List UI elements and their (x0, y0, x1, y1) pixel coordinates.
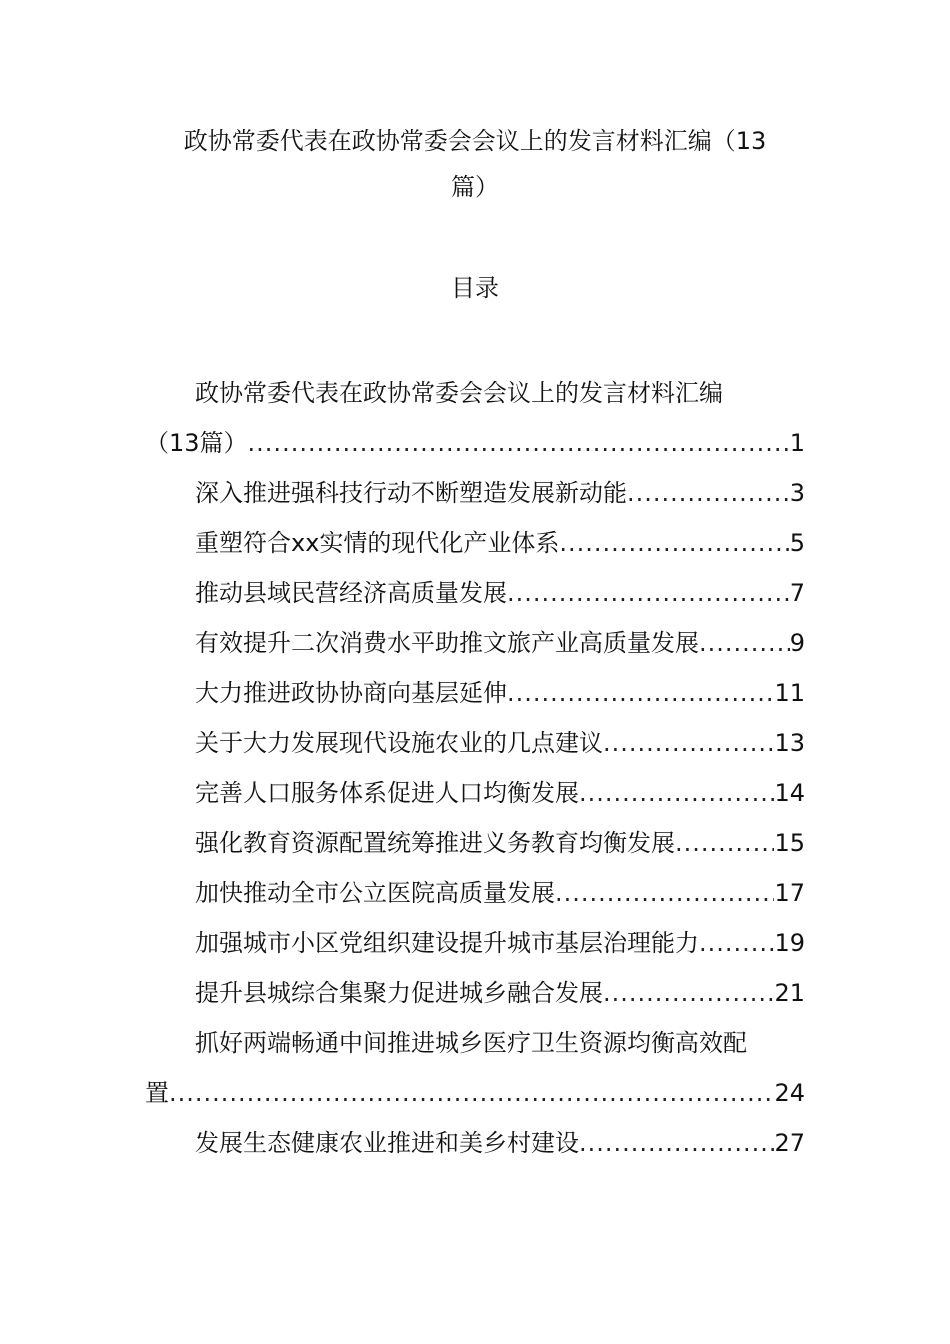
toc-entry-line (145, 568, 805, 618)
dot-leader (507, 668, 774, 718)
toc-page-number: 19 (774, 929, 805, 957)
toc-entry-line (145, 1018, 805, 1068)
dot-leader (579, 1118, 774, 1168)
dot-leader (248, 418, 790, 468)
toc-page-number: 9 (789, 629, 805, 657)
toc-entry-line (145, 718, 805, 768)
dot-leader (699, 618, 790, 668)
toc-entry-line (145, 918, 805, 968)
toc-entry-line (145, 968, 805, 1018)
dot-leader (579, 768, 774, 818)
toc-page-number: 15 (774, 829, 805, 857)
toc-entry-7[interactable] (145, 718, 805, 768)
toc-page-number: 13 (774, 729, 805, 757)
dot-leader (627, 468, 790, 518)
toc-entry-title-continued: （13篇） (145, 429, 248, 457)
toc-entry-8[interactable] (145, 768, 805, 818)
toc-entry-line (145, 468, 805, 518)
document-title (150, 118, 800, 210)
toc-page-number: 17 (774, 879, 805, 907)
toc-entry-11[interactable] (145, 918, 805, 968)
toc-entry-line (145, 1068, 805, 1118)
toc-entry-10[interactable] (145, 868, 805, 918)
toc-entry-2[interactable] (145, 468, 805, 518)
toc-entry-4[interactable] (145, 568, 805, 618)
toc-entry-line (145, 868, 805, 918)
toc-entry-12[interactable] (145, 968, 805, 1018)
toc-entry-6[interactable] (145, 668, 805, 718)
toc-entry-line (145, 768, 805, 818)
toc-entry-line (145, 1118, 805, 1168)
toc-page-number: 3 (789, 479, 805, 507)
toc-page-number: 7 (789, 579, 805, 607)
toc-entry-title: 有效提升二次消费水平助推文旅产业高质量发展 (195, 629, 699, 657)
toc-entry-title: 推动县域民营经济高质量发展 (195, 579, 507, 607)
dot-leader (699, 918, 774, 968)
toc-page-number: 27 (774, 1129, 805, 1157)
toc-entry-5[interactable] (145, 618, 805, 668)
toc-entry-title: 加快推动全市公立医院高质量发展 (195, 879, 555, 907)
toc-entry-title: 大力推进政协协商向基层延伸 (195, 679, 507, 707)
toc-heading: 目录 (451, 274, 499, 302)
toc-entry-title: 完善人口服务体系促进人口均衡发展 (195, 779, 579, 807)
dot-leader (603, 968, 774, 1018)
toc-page-number: 24 (774, 1079, 805, 1107)
toc-entry-title: 强化教育资源配置统筹推进义务教育均衡发展 (195, 829, 675, 857)
toc-entry-title: 加强城市小区党组织建设提升城市基层治理能力 (195, 929, 699, 957)
toc-entry-9[interactable] (145, 818, 805, 868)
toc-entry-line (145, 418, 805, 468)
toc-entry-line (145, 368, 805, 418)
toc-page-number: 5 (789, 529, 805, 557)
toc-entry-title: 抓好两端畅通中间推进城乡医疗卫生资源均衡高效配 (195, 1029, 747, 1057)
dot-leader (675, 818, 774, 868)
toc-entry-line (145, 618, 805, 668)
dot-leader (603, 718, 774, 768)
document-title-line-1: 政协常委代表在政协常委会会议上的发言材料汇编（13 (183, 127, 767, 155)
toc-entry-title: 关于大力发展现代设施农业的几点建议 (195, 729, 603, 757)
toc-page-number: 14 (774, 779, 805, 807)
toc-page-number: 21 (774, 979, 805, 1007)
toc-entry-1[interactable] (145, 368, 805, 468)
toc-entry-13[interactable] (145, 1018, 805, 1118)
toc-entry-line (145, 668, 805, 718)
dot-leader (169, 1068, 774, 1118)
dot-leader (559, 518, 789, 568)
toc-page-number: 11 (774, 679, 805, 707)
toc-entry-14[interactable] (145, 1118, 805, 1168)
dot-leader (507, 568, 790, 618)
toc-entry-3[interactable] (145, 518, 805, 568)
toc-entry-line (145, 818, 805, 868)
toc-entry-title: 发展生态健康农业推进和美乡村建设 (195, 1129, 579, 1157)
table-of-contents (145, 368, 805, 1168)
dot-leader (555, 868, 774, 918)
toc-entry-title: 重塑符合xx实情的现代化产业体系 (195, 529, 560, 557)
document-title-line-2: 篇） (451, 173, 499, 201)
toc-entry-line (145, 518, 805, 568)
toc-page-number: 1 (789, 429, 805, 457)
toc-entry-title-continued: 置 (145, 1079, 169, 1107)
toc-entry-title: 提升县城综合集聚力促进城乡融合发展 (195, 979, 603, 1007)
toc-entry-title: 深入推进强科技行动不断塑造发展新动能 (195, 479, 627, 507)
toc-entry-title: 政协常委代表在政协常委会会议上的发言材料汇编 (195, 379, 723, 407)
